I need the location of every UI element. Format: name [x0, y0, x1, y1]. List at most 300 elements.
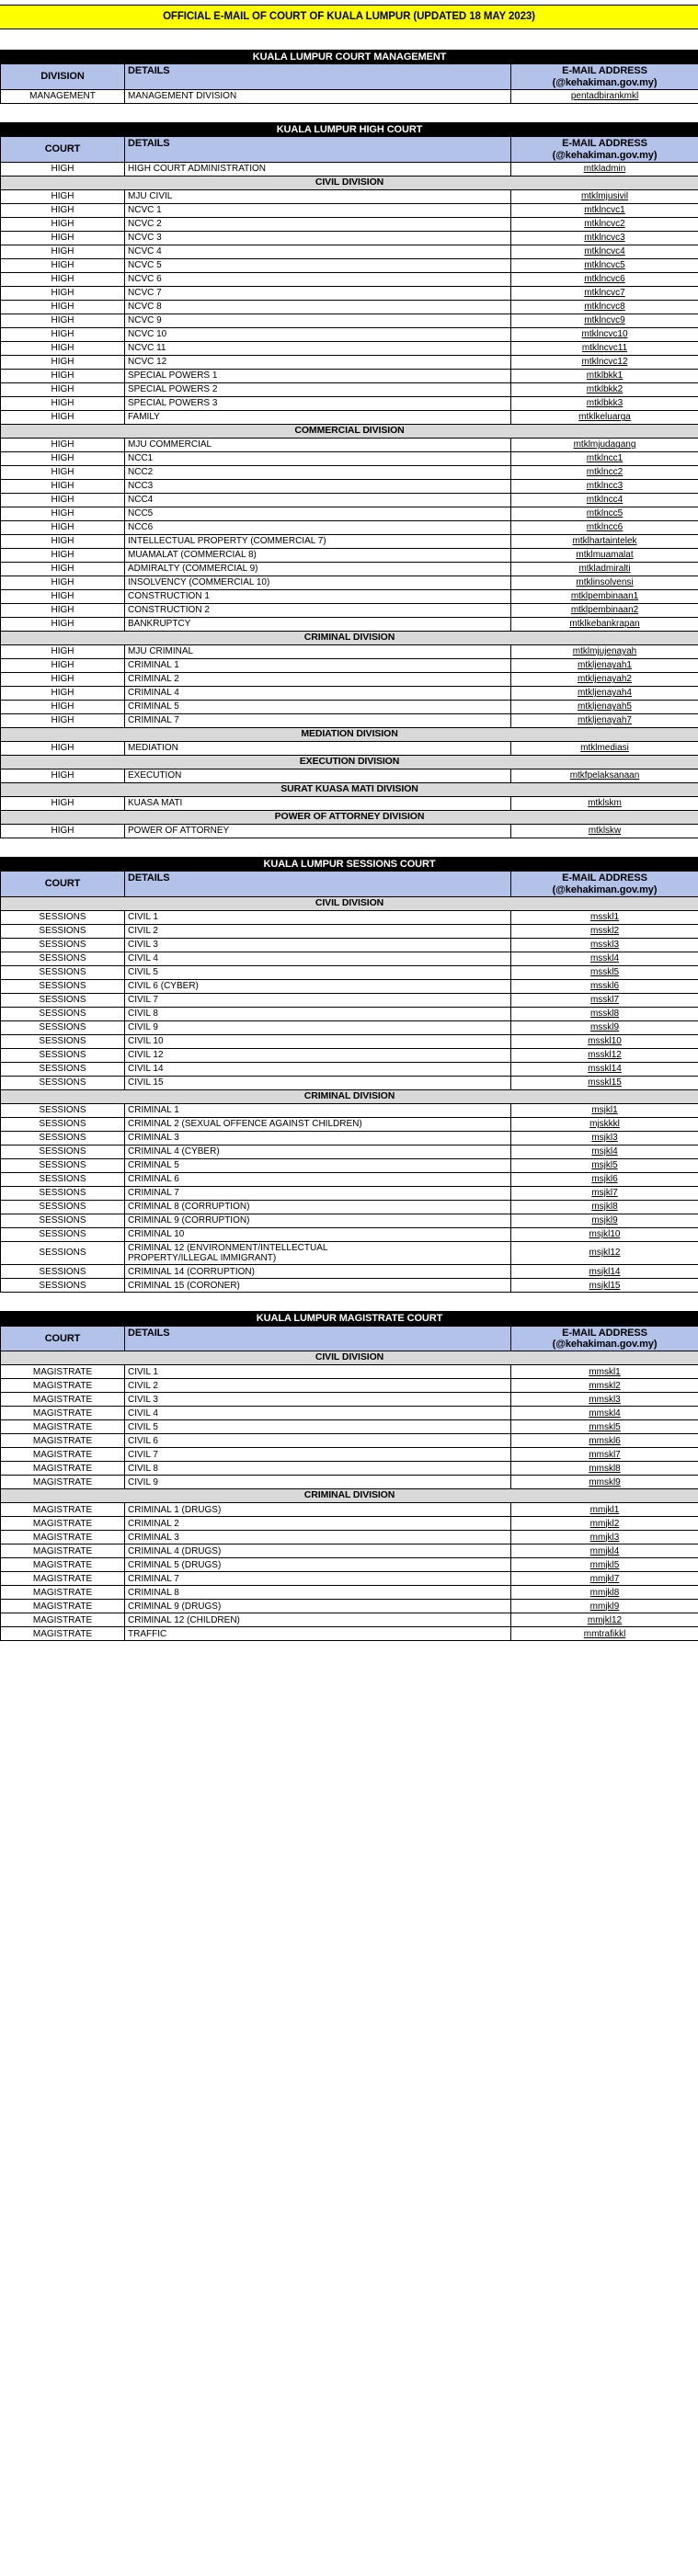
column-header-email-domain: (@kehakiman.gov.my) [552, 883, 658, 895]
email-link[interactable]: msskl2 [589, 926, 620, 937]
email-link[interactable]: msskl3 [589, 940, 620, 951]
table-row [1, 910, 698, 924]
email-link[interactable]: mtklncvc7 [584, 288, 625, 299]
email-link[interactable]: mtklncvc6 [584, 274, 625, 285]
email-link[interactable]: mmskl3 [589, 1394, 621, 1405]
email-link[interactable]: mtklmuamalat [576, 550, 634, 561]
email-link[interactable]: mtklskw [588, 826, 622, 837]
email-link[interactable]: mtklkeluarga [578, 412, 631, 423]
cell-email-address[interactable] [511, 217, 698, 231]
cell-court: MAGISTRATE [1, 1393, 125, 1407]
table-row [1, 1200, 698, 1214]
cell-email-address[interactable] [511, 1379, 698, 1393]
table-row [1, 658, 698, 672]
cell-email-address[interactable] [511, 1448, 698, 1462]
cell-email-address[interactable] [511, 741, 698, 755]
cell-email-address[interactable] [511, 245, 698, 258]
table-row [1, 700, 698, 713]
cell-email-address[interactable] [511, 548, 698, 562]
cell-details: CRIMINAL 5 (DRUGS) [125, 1558, 511, 1572]
cell-email-address[interactable] [511, 410, 698, 424]
email-link[interactable]: mmskl2 [589, 1380, 621, 1391]
cell-details: CRIMINAL 2 [125, 672, 511, 686]
cell-email-address[interactable] [511, 1062, 698, 1076]
cell-email-address[interactable] [511, 355, 698, 369]
cell-email-address[interactable] [511, 479, 698, 493]
cell-email-address[interactable] [511, 1131, 698, 1145]
cell-details: CIVIL 6 [125, 1434, 511, 1448]
cell-email-address[interactable] [511, 1503, 698, 1517]
email-link[interactable]: mmjkl7 [589, 1573, 620, 1584]
cell-email-address[interactable] [511, 313, 698, 327]
email-link[interactable]: mmskl9 [589, 1476, 621, 1487]
cell-email-address[interactable] [511, 1365, 698, 1379]
email-link[interactable]: mmtrafikkl [583, 1628, 626, 1639]
table-row [1, 520, 698, 534]
email-link[interactable]: msskl15 [588, 1077, 622, 1089]
cell-email-address[interactable] [511, 658, 698, 672]
email-link[interactable]: mmskl8 [589, 1463, 621, 1474]
cell-email-address[interactable] [511, 1076, 698, 1089]
table-row [1, 1600, 698, 1613]
cell-email-address[interactable] [511, 938, 698, 952]
column-header-email-domain: (@kehakiman.gov.my) [552, 149, 658, 161]
email-link[interactable]: mtklncvc3 [584, 233, 625, 244]
email-link[interactable]: mmskl4 [589, 1408, 621, 1419]
email-link[interactable]: mtklhartaintelek [572, 536, 637, 547]
email-link[interactable]: msjkl15 [589, 1280, 621, 1291]
cell-email-address[interactable] [511, 286, 698, 300]
cell-email-address[interactable] [511, 910, 698, 924]
cell-email-address[interactable] [511, 924, 698, 938]
column-header-details: DETAILS [125, 872, 511, 897]
cell-email-address[interactable] [511, 796, 698, 810]
cell-court: SESSIONS [1, 965, 125, 979]
cell-email-address[interactable] [511, 1145, 698, 1158]
email-link[interactable]: mtklncc2 [586, 467, 624, 478]
table-column-header-row [1, 1326, 698, 1351]
cell-court: HIGH [1, 382, 125, 396]
table-row [1, 1007, 698, 1020]
cell-details: CRIMINAL 3 [125, 1131, 511, 1145]
email-link[interactable]: msskl12 [588, 1050, 622, 1061]
cell-details: BANKRUPTCY [125, 617, 511, 631]
email-link[interactable]: mtklncvc4 [584, 246, 625, 257]
email-link[interactable]: mtklncvc12 [581, 357, 628, 368]
email-link[interactable]: msjkl1 [591, 1105, 618, 1116]
table-row [1, 1131, 698, 1145]
cell-details: CRIMINAL 1 [125, 1103, 511, 1117]
cell-email-address[interactable] [511, 89, 698, 103]
email-link[interactable]: msskl9 [589, 1022, 620, 1033]
cell-email-address[interactable] [511, 1020, 698, 1034]
cell-email-address[interactable] [511, 769, 698, 782]
cell-court: HIGH [1, 231, 125, 245]
division-label: MEDIATION DIVISION [1, 727, 698, 741]
cell-email-address[interactable] [511, 644, 698, 658]
column-header-email-domain: (@kehakiman.gov.my) [552, 1338, 658, 1350]
cell-details: CIVIL 4 [125, 1407, 511, 1420]
cell-email-address[interactable] [511, 686, 698, 700]
cell-email-address[interactable] [511, 1265, 698, 1279]
cell-details: NCVC 9 [125, 313, 511, 327]
cell-email-address[interactable] [511, 1627, 698, 1641]
cell-court: MAGISTRATE [1, 1627, 125, 1641]
cell-court: SESSIONS [1, 1200, 125, 1214]
email-link[interactable]: mtklbkk3 [586, 398, 624, 409]
table-row [1, 1572, 698, 1586]
email-link[interactable]: msskl14 [588, 1064, 622, 1075]
cell-email-address[interactable] [511, 300, 698, 313]
table-row [1, 713, 698, 727]
email-link[interactable]: mtklncc1 [586, 453, 624, 464]
cell-court: MAGISTRATE [1, 1558, 125, 1572]
email-link[interactable]: mmjkl5 [589, 1559, 620, 1570]
table-banner-row [1, 122, 698, 136]
cell-email-address[interactable] [511, 1048, 698, 1062]
table-banner-title: KUALA LUMPUR SESSIONS COURT [1, 857, 698, 871]
email-link[interactable]: msskl1 [589, 912, 620, 923]
cell-details: NCVC 8 [125, 300, 511, 313]
cell-details: CRIMINAL 7 [125, 1572, 511, 1586]
table-row [1, 589, 698, 603]
email-link[interactable]: msjkl7 [591, 1188, 618, 1199]
cell-court: HIGH [1, 796, 125, 810]
division-header-row [1, 1489, 698, 1503]
cell-email-address[interactable] [511, 1462, 698, 1476]
table-row [1, 438, 698, 451]
email-link[interactable]: mtklncc4 [586, 495, 624, 506]
email-link[interactable]: mtklinsolvensi [576, 577, 634, 588]
table-row [1, 548, 698, 562]
table-row [1, 355, 698, 369]
cell-email-address[interactable] [511, 507, 698, 520]
cell-court: SESSIONS [1, 1241, 125, 1264]
email-link[interactable]: mmjkl9 [589, 1601, 620, 1612]
division-header-row [1, 810, 698, 824]
cell-court: SESSIONS [1, 1020, 125, 1034]
table-row [1, 1393, 698, 1407]
cell-details: NCVC 6 [125, 272, 511, 286]
cell-email-address[interactable] [511, 1600, 698, 1613]
cell-email-address[interactable] [511, 231, 698, 245]
email-link[interactable]: msjkl12 [589, 1248, 621, 1259]
cell-details: CIVIL 3 [125, 1393, 511, 1407]
email-link[interactable]: mtklmjujenayah [572, 646, 637, 657]
email-link[interactable]: mtklmjusivil [580, 191, 629, 202]
cell-email-address[interactable] [511, 1186, 698, 1200]
cell-details: MANAGEMENT DIVISION [125, 89, 511, 103]
cell-email-address[interactable] [511, 952, 698, 965]
cell-details: CIVIL 14 [125, 1062, 511, 1076]
table-banner-title: KUALA LUMPUR COURT MANAGEMENT [1, 51, 698, 64]
cell-court: HIGH [1, 410, 125, 424]
cell-details: CRIMINAL 4 (CYBER) [125, 1145, 511, 1158]
cell-email-address[interactable] [511, 1227, 698, 1241]
cell-email-address[interactable] [511, 1241, 698, 1264]
cell-email-address[interactable] [511, 562, 698, 576]
cell-court: HIGH [1, 658, 125, 672]
table-banner-row [1, 857, 698, 871]
cell-court: HIGH [1, 700, 125, 713]
email-link[interactable]: mmskl7 [589, 1449, 621, 1460]
cell-email-address[interactable] [511, 327, 698, 341]
email-link[interactable]: msjkl5 [591, 1160, 618, 1171]
email-link[interactable]: msjkl6 [591, 1174, 618, 1185]
email-link[interactable]: mtklmjudagang [573, 439, 636, 450]
table-row [1, 1544, 698, 1558]
cell-details: MJU CRIMINAL [125, 644, 511, 658]
table-row [1, 1531, 698, 1544]
cell-email-address[interactable] [511, 1476, 698, 1489]
cell-email-address[interactable] [511, 1393, 698, 1407]
cell-details: KUASA MATI [125, 796, 511, 810]
cell-details: CRIMINAL 12 (CHILDREN) [125, 1613, 511, 1627]
cell-court: HIGH [1, 534, 125, 548]
table-row [1, 479, 698, 493]
cell-email-address[interactable] [511, 258, 698, 272]
cell-email-address[interactable] [511, 1158, 698, 1172]
email-link[interactable]: pentadbirankmkl [570, 91, 639, 102]
email-link[interactable]: mtkladmin [583, 164, 626, 175]
cell-court: HIGH [1, 258, 125, 272]
cell-email-address[interactable] [511, 1117, 698, 1131]
cell-email-address[interactable] [511, 993, 698, 1007]
cell-email-address[interactable] [511, 1586, 698, 1600]
table-row [1, 1117, 698, 1131]
cell-email-address[interactable] [511, 700, 698, 713]
email-link[interactable]: mtklkebankrapan [569, 619, 640, 630]
cell-email-address[interactable] [511, 589, 698, 603]
email-link[interactable]: mjskkkl [589, 1119, 620, 1130]
cell-email-address[interactable] [511, 1172, 698, 1186]
cell-email-address[interactable] [511, 672, 698, 686]
cell-email-address[interactable] [511, 1214, 698, 1227]
email-link[interactable]: mmskl5 [589, 1421, 621, 1432]
email-link[interactable]: mtklncvc9 [584, 315, 625, 326]
cell-email-address[interactable] [511, 1544, 698, 1558]
cell-email-address[interactable] [511, 1103, 698, 1117]
cell-details: NCC2 [125, 465, 511, 479]
cell-email-address[interactable] [511, 1558, 698, 1572]
table-row [1, 1158, 698, 1172]
email-link[interactable]: mmjkl3 [589, 1532, 620, 1543]
email-link[interactable]: mtklncvc11 [581, 343, 628, 354]
email-link[interactable]: mtklncc6 [586, 522, 624, 533]
cell-details: CIVIL 2 [125, 1379, 511, 1393]
cell-details: FAMILY [125, 410, 511, 424]
cell-email-address[interactable] [511, 1200, 698, 1214]
email-link[interactable]: mtkfpelaksanaan [569, 770, 640, 781]
cell-email-address[interactable] [511, 1034, 698, 1048]
cell-email-address[interactable] [511, 520, 698, 534]
division-label: CRIMINAL DIVISION [1, 1489, 698, 1503]
cell-details: CRIMINAL 9 (CORRUPTION) [125, 1214, 511, 1227]
email-link[interactable]: msjkl14 [589, 1266, 621, 1277]
email-link[interactable]: msjkl3 [591, 1133, 618, 1144]
cell-court: HIGH [1, 548, 125, 562]
cell-email-address[interactable] [511, 1613, 698, 1627]
table-row [1, 1186, 698, 1200]
email-link[interactable]: mtkljenayah7 [578, 715, 632, 726]
column-header-email-line1: E-MAIL ADDRESS [562, 872, 647, 884]
email-link[interactable]: mtklncvc1 [584, 205, 625, 216]
table-row [1, 465, 698, 479]
email-link[interactable]: msskl6 [589, 981, 620, 992]
table-row [1, 796, 698, 810]
email-link[interactable]: mtklncc5 [586, 508, 624, 519]
email-link[interactable]: mmjkl1 [589, 1504, 620, 1515]
email-link[interactable]: mtkljenayah4 [578, 688, 632, 699]
email-link[interactable]: mtklmediasi [580, 743, 629, 754]
cell-details: CIVIL 5 [125, 1420, 511, 1434]
table-row [1, 1434, 698, 1448]
email-link[interactable]: msjkl9 [591, 1215, 618, 1226]
email-link[interactable]: mtklbkk2 [586, 384, 624, 395]
email-link[interactable]: msskl7 [589, 995, 620, 1006]
division-label: CRIMINAL DIVISION [1, 631, 698, 644]
table-row [1, 1214, 698, 1227]
table-row [1, 203, 698, 217]
cell-email-address[interactable] [511, 603, 698, 617]
email-link[interactable]: mmskl6 [589, 1435, 621, 1446]
cell-email-address[interactable] [511, 1531, 698, 1544]
cell-details: CRIMINAL 5 [125, 1158, 511, 1172]
cell-details: CIVIL 8 [125, 1007, 511, 1020]
cell-email-address[interactable] [511, 1420, 698, 1434]
email-link[interactable]: mmjkl8 [589, 1587, 620, 1598]
table-row [1, 300, 698, 313]
cell-details: CRIMINAL 5 [125, 700, 511, 713]
cell-email-address[interactable] [511, 438, 698, 451]
email-link[interactable]: mtklncc3 [586, 481, 624, 492]
table-row [1, 1279, 698, 1293]
table-row [1, 952, 698, 965]
cell-email-address[interactable] [511, 382, 698, 396]
table-row [1, 686, 698, 700]
table-row [1, 938, 698, 952]
cell-details: TRAFFIC [125, 1627, 511, 1641]
cell-email-address[interactable] [511, 534, 698, 548]
cell-court: HIGH [1, 396, 125, 410]
table-row [1, 410, 698, 424]
cell-court: HIGH [1, 286, 125, 300]
cell-details: CIVIL 7 [125, 1448, 511, 1462]
column-header-email [511, 64, 698, 90]
email-link[interactable]: mtkljenayah1 [578, 660, 632, 671]
email-link[interactable]: msjkl4 [591, 1146, 618, 1157]
table-row [1, 1365, 698, 1379]
cell-email-address[interactable] [511, 824, 698, 838]
cell-email-address[interactable] [511, 1572, 698, 1586]
cell-details: CIVIL 1 [125, 1365, 511, 1379]
cell-email-address[interactable] [511, 1407, 698, 1420]
email-link[interactable]: mtklncvc8 [584, 302, 625, 313]
cell-court: SESSIONS [1, 1227, 125, 1241]
email-link[interactable]: mmskl1 [589, 1366, 621, 1377]
cell-court: SESSIONS [1, 1007, 125, 1020]
cell-email-address[interactable] [511, 272, 698, 286]
cell-court: SESSIONS [1, 1103, 125, 1117]
cell-email-address[interactable] [511, 493, 698, 507]
email-link[interactable]: mtklncvc10 [581, 329, 628, 340]
email-link[interactable]: mmjkl12 [587, 1614, 623, 1625]
table-row [1, 1613, 698, 1627]
email-link[interactable]: mtkladmiralti [578, 564, 631, 575]
cell-details: CIVIL 8 [125, 1462, 511, 1476]
email-link[interactable]: mtkljenayah2 [578, 674, 632, 685]
cell-details: CIVIL 12 [125, 1048, 511, 1062]
cell-email-address[interactable] [511, 162, 698, 176]
table-row [1, 1034, 698, 1048]
column-header-court: COURT [1, 872, 125, 897]
cell-email-address[interactable] [511, 576, 698, 589]
cell-details: ADMIRALTY (COMMERCIAL 9) [125, 562, 511, 576]
cell-email-address[interactable] [511, 465, 698, 479]
cell-court: SESSIONS [1, 993, 125, 1007]
cell-email-address[interactable] [511, 1434, 698, 1448]
email-link[interactable]: mtklpembinaan1 [570, 591, 639, 602]
cell-email-address[interactable] [511, 1007, 698, 1020]
cell-court: HIGH [1, 451, 125, 465]
division-label: CIVIL DIVISION [1, 1351, 698, 1365]
table-row [1, 162, 698, 176]
cell-email-address[interactable] [511, 979, 698, 993]
cell-email-address[interactable] [511, 189, 698, 203]
division-label: SURAT KUASA MATI DIVISION [1, 782, 698, 796]
email-link[interactable]: msskl5 [589, 967, 620, 978]
email-link[interactable]: msskl10 [588, 1036, 622, 1047]
division-header-row [1, 896, 698, 910]
table-banner-title: KUALA LUMPUR HIGH COURT [1, 122, 698, 136]
email-link[interactable]: mmjkl4 [589, 1545, 620, 1556]
cell-email-address[interactable] [511, 203, 698, 217]
email-link[interactable]: mtkljenayah5 [578, 701, 632, 712]
email-link[interactable]: msjkl10 [589, 1229, 621, 1240]
email-link[interactable]: msskl4 [589, 953, 620, 964]
cell-court: MAGISTRATE [1, 1448, 125, 1462]
cell-email-address[interactable] [511, 713, 698, 727]
cell-email-address[interactable] [511, 369, 698, 382]
column-header-email-line1: E-MAIL ADDRESS [562, 138, 647, 150]
email-link[interactable]: mmjkl2 [589, 1518, 620, 1529]
cell-email-address[interactable] [511, 451, 698, 465]
table-row [1, 341, 698, 355]
email-link[interactable]: msjkl8 [591, 1202, 618, 1213]
cell-court: HIGH [1, 479, 125, 493]
table-row [1, 1462, 698, 1476]
table-row [1, 769, 698, 782]
email-link[interactable]: mtklskm [588, 798, 622, 809]
cell-court: HIGH [1, 355, 125, 369]
email-link[interactable]: mtklncvc5 [584, 260, 625, 271]
division-header-row [1, 631, 698, 644]
table-row [1, 245, 698, 258]
email-link[interactable]: mtklbkk1 [586, 370, 624, 382]
cell-email-address[interactable] [511, 396, 698, 410]
cell-court: SESSIONS [1, 1117, 125, 1131]
cell-email-address[interactable] [511, 1517, 698, 1531]
email-link[interactable]: mtklpembinaan2 [570, 605, 639, 616]
cell-email-address[interactable] [511, 965, 698, 979]
cell-court: MAGISTRATE [1, 1379, 125, 1393]
email-link[interactable]: mtklncvc2 [584, 219, 625, 230]
cell-court: SESSIONS [1, 1062, 125, 1076]
cell-email-address[interactable] [511, 617, 698, 631]
email-link[interactable]: msskl8 [589, 1009, 620, 1020]
cell-email-address[interactable] [511, 1279, 698, 1293]
cell-email-address[interactable] [511, 341, 698, 355]
